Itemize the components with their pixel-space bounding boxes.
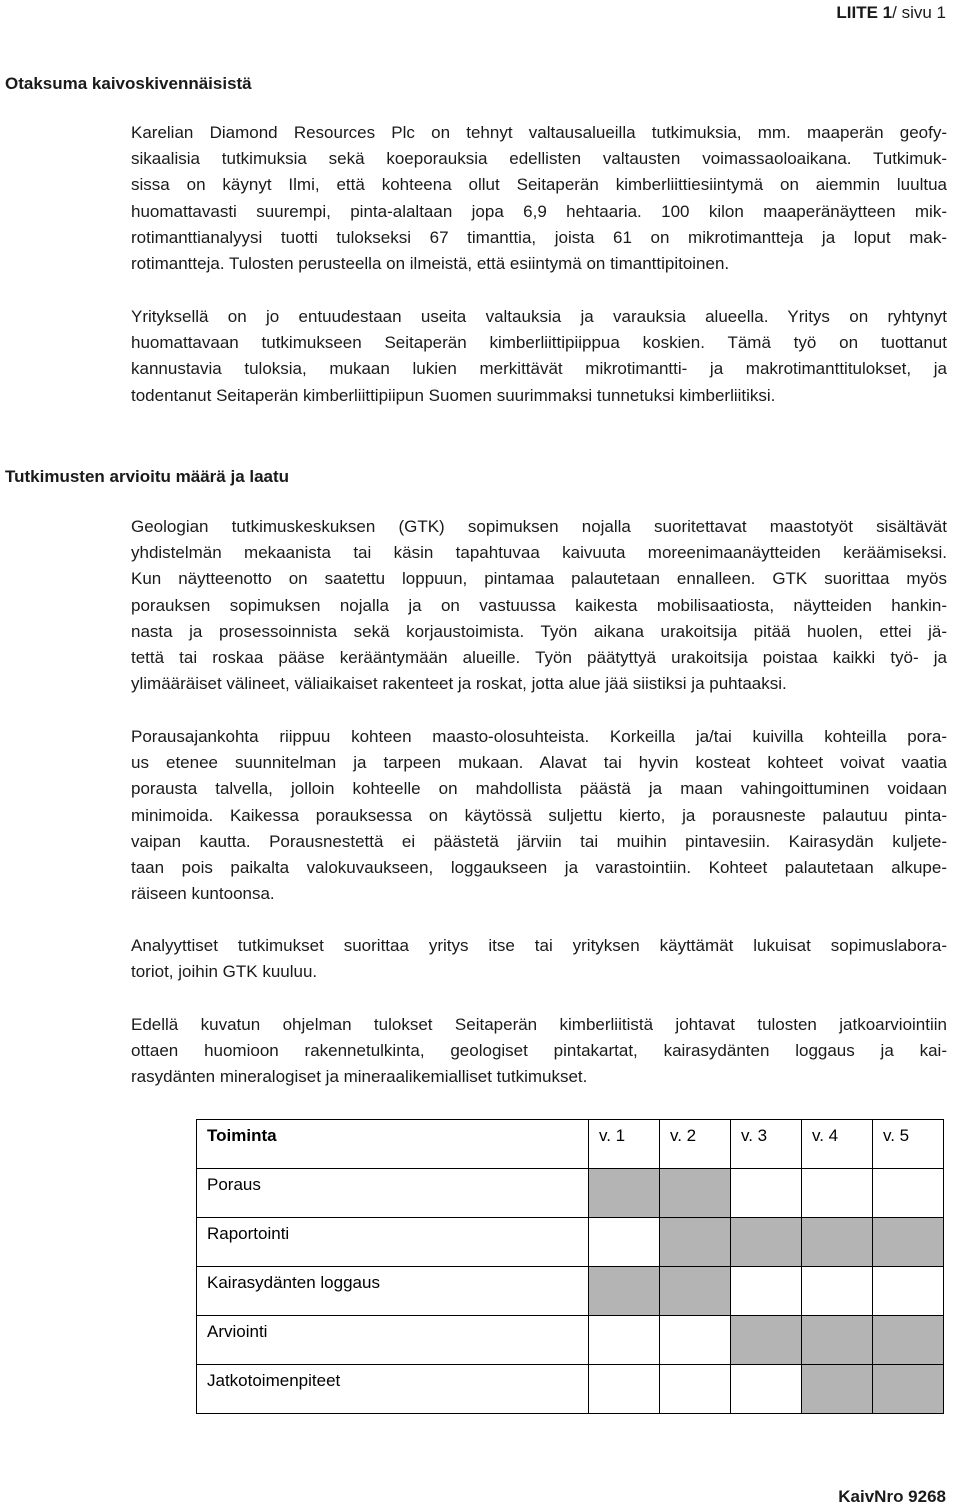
table-header-row	[197, 1120, 944, 1169]
text-line: Karelian Diamond Resources Plc on tehnyt valtausalueilla tutkimuksia, mm. maaperän geofy-	[131, 123, 947, 142]
schedule-cell-empty	[589, 1316, 660, 1365]
paragraph-fieldwork	[131, 514, 947, 697]
text-line: kannustavia tuloksia, mukaan lukien merkittävät mikrotimantti- ja makrotimanttitulokset, ja	[131, 359, 947, 379]
schedule-cell-empty	[731, 1267, 802, 1316]
column-header-year: v. 5	[873, 1120, 944, 1169]
column-header-year: v. 2	[660, 1120, 731, 1169]
text-line: todentanut Seitaperän kimberliittipiipun Suomen suurimmaksi tunnetuksi kimberliitiksi.	[131, 385, 776, 405]
text-line: Porausajankohta riippuu kohteen maasto-olosuhteista. Korkeilla ja/tai kuivilla kohteilla pora-	[131, 727, 947, 746]
text-line: sissa on käynyt Ilmi, että kohteena ollut Seitaperän kimberliittiesiintymä on aiemmin luultua	[131, 175, 947, 195]
schedule-cell-empty	[660, 1316, 731, 1365]
schedule-cell-active	[873, 1218, 944, 1267]
schedule-cell-empty	[660, 1365, 731, 1414]
schedule-cell-active	[731, 1218, 802, 1267]
schedule-cell-empty	[589, 1218, 660, 1267]
schedule-cell-active	[873, 1316, 944, 1365]
text-line: us etenee suunnitelman ja tarpeen mukaan. Alavat tai hyvin kosteat kohteet voivat vaatia	[131, 753, 947, 773]
text-line: toriot, joihin GTK kuuluu.	[131, 962, 318, 982]
text-line: porausta talvella, jolloin kohteelle on mahdollista päästä ja maan vahingoittuminen voidaan	[131, 779, 947, 799]
text-line: nasta ja prosessoinnista sekä korjaustoimista. Työn aikana urakoitsija pitää huolen, ettei jä-	[131, 621, 947, 641]
schedule-cell-empty	[873, 1169, 944, 1218]
paragraph-evaluation	[131, 1012, 947, 1091]
page-reference: LIITE 1/ sivu 1	[836, 3, 946, 22]
text-line: yhdistelmän mekaanista tai käsin tapahtuvaa kaivuuta moreenimaanäytteiden keräämiseksi.	[131, 543, 947, 563]
schedule-cell-empty	[589, 1365, 660, 1414]
schedule-cell-empty	[731, 1365, 802, 1414]
text-line: huomattavasti suurempi, pinta-alaltaan jopa 6,9 hehtaaria. 100 kilon maaperänäytteen mik-	[131, 201, 947, 221]
schedule-cell-empty	[802, 1169, 873, 1218]
text-line: vaipan kautta. Porausnestettä ei päästetä järviin tai muihin pintavesiin. Kairasydän kuljete-	[131, 831, 947, 851]
activity-label: Arviointi	[197, 1316, 589, 1365]
schedule-cell-active	[660, 1218, 731, 1267]
column-header-year: v. 4	[802, 1120, 873, 1169]
table-row	[197, 1365, 944, 1414]
schedule-cell-active	[660, 1169, 731, 1218]
table-row	[197, 1218, 944, 1267]
paragraph-company-claims	[131, 304, 947, 409]
text-line: minimoida. Kaikessa porauksessa on käytössä suljettu kierto, ja porausneste palautuu pinta-	[131, 805, 947, 825]
text-line: ottaen huomioon rakennetulkinta, geologiset pintakartat, kairasydänten loggaus ja kai-	[131, 1041, 947, 1061]
activity-label: Raportointi	[197, 1218, 589, 1267]
schedule-cell-active	[660, 1267, 731, 1316]
table-row	[197, 1169, 944, 1218]
schedule-cell-active	[802, 1365, 873, 1414]
schedule-cell-active	[731, 1316, 802, 1365]
column-header-year: v. 1	[589, 1120, 660, 1169]
schedule-cell-active	[589, 1169, 660, 1218]
table-row	[197, 1316, 944, 1365]
column-header-year: v. 3	[731, 1120, 802, 1169]
text-line: Edellä kuvatun ohjelman tulokset Seitaperän kimberliitistä johtavat tulosten jatkoarviointiin	[131, 1015, 947, 1034]
document-number: KaivNro 9268	[838, 1487, 946, 1506]
text-line: ylimääräiset välineet, väliaikaiset rakenteet ja roskat, jotta alue jää siistiksi ja puhtaaksi.	[131, 674, 787, 694]
column-header-activity: Toiminta	[197, 1120, 589, 1169]
table-row	[197, 1267, 944, 1316]
activity-label: Poraus	[197, 1169, 589, 1218]
schedule-table	[196, 1119, 944, 1414]
paragraph-analytics	[131, 933, 947, 985]
text-line: rasydänten mineralogiset ja mineraalikemialliset tutkimukset.	[131, 1067, 588, 1087]
schedule-cell-active	[873, 1365, 944, 1414]
text-line: Yrityksellä on jo entuudestaan useita valtauksia ja varauksia alueella. Yritys on ryhtynyt	[131, 307, 947, 326]
section-heading-tutkimukset: Tutkimusten arvioitu määrä ja laatu	[5, 467, 290, 486]
text-line: Kun näytteenotto on saatettu loppuun, pintamaa palautetaan ennalleen. GTK suorittaa myös	[131, 569, 947, 589]
schedule-cell-active	[802, 1218, 873, 1267]
text-line: porauksen sopimuksen nojalla ja on vastuussa kaikesta mobilisaatiosta, näytteiden hankin-	[131, 595, 947, 615]
paragraph-drilling-timing	[131, 724, 947, 907]
text-line: tettä tai roskaa pääse kerääntymään alueille. Työn päätyttyä urakoitsija poistaa kaikki työ- ja	[131, 648, 947, 668]
paragraph-research-results	[131, 120, 947, 277]
text-line: huomattavaan tutkimukseen Seitaperän kimberliittipiippua koskien. Tämä työ on tuottanut	[131, 333, 947, 353]
activity-label: Kairasydänten loggaus	[197, 1267, 589, 1316]
text-line: sikaalisia tutkimuksia sekä koeporauksia edellisten valtausten voimassaoloaikana. Tutkimuk-	[131, 149, 947, 169]
text-line: rotimanttianalyysi tuotti tulokseksi 67 timanttia, joista 61 on mikrotimantteja ja loput mak-	[131, 227, 947, 247]
text-line: taan pois paikalta valokuvaukseen, loggaukseen ja varastointiin. Kohteet palautetaan alkupe-	[131, 858, 947, 878]
text-line: räiseen kuntoonsa.	[131, 884, 275, 904]
schedule-cell-active	[802, 1316, 873, 1365]
schedule-cell-empty	[731, 1169, 802, 1218]
schedule-cell-empty	[873, 1267, 944, 1316]
text-line: Analyyttiset tutkimukset suorittaa yritys itse tai yrityksen käyttämät lukuisat sopimuslabora-	[131, 936, 947, 955]
section-heading-otaksuma: Otaksuma kaivoskivennäisistä	[5, 74, 252, 93]
text-line: Geologian tutkimuskeskuksen (GTK) sopimuksen nojalla suoritettavat maastotyöt sisältävät	[131, 517, 947, 536]
schedule-cell-empty	[802, 1267, 873, 1316]
text-line: rotimantteja. Tulosten perusteella on ilmeistä, että esiintymä on timanttipitoinen.	[131, 254, 730, 274]
schedule-cell-active	[589, 1267, 660, 1316]
activity-label: Jatkotoimenpiteet	[197, 1365, 589, 1414]
